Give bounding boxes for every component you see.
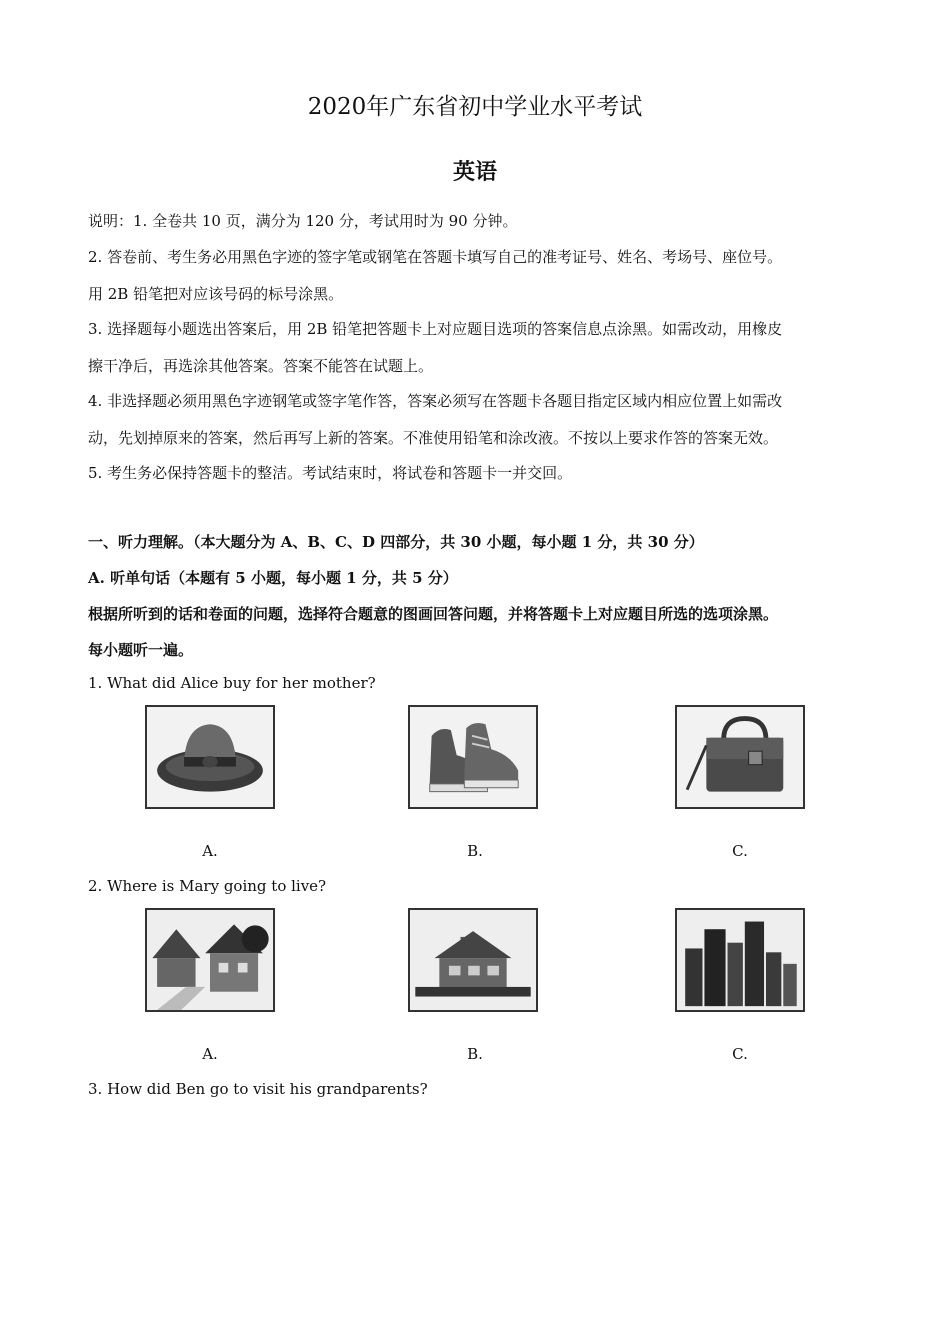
instruction-line: 说明：1. 全卷共 10 页，满分为 120 分，考试用时为 90 分钟。: [88, 212, 518, 230]
question-2: 2. Where is Mary going to live?: [88, 877, 327, 895]
option-a: A.: [202, 1045, 218, 1063]
hat-icon: [147, 707, 273, 807]
question-3: 3. How did Ben go to visit his grandparents?: [88, 1080, 428, 1098]
hat-picture: [145, 705, 275, 809]
city-buildings-picture: [675, 908, 805, 1012]
instruction-line: 2. 答卷前、考生务必用黑色字迹的签字笔或钢笔在答题卡填写自己的准考证号、姓名、考场号、座位号。: [88, 248, 783, 266]
option-c: C.: [732, 1045, 748, 1063]
bag-picture: [675, 705, 805, 809]
village-houses-picture: [145, 908, 275, 1012]
house-picture: [408, 908, 538, 1012]
instruction-line: 3. 选择题每小题选出答案后，用 2B 铅笔把答题卡上对应题目选项的答案信息点涂黑。如需改动，用橡皮: [88, 320, 783, 338]
house-icon: [410, 910, 536, 1010]
directions: 根据所听到的话和卷面的问题，选择符合题意的图画回答问题，并将答题卡上对应题目所选的选项涂黑。: [88, 605, 779, 623]
subject-title: 英语: [452, 159, 497, 185]
question-1: 1. What did Alice buy for her mother?: [88, 674, 376, 692]
instruction-line: 5. 考生务必保持答题卡的整洁。考试结束时，将试卷和答题卡一并交回。: [88, 464, 573, 482]
city-icon: [677, 910, 803, 1010]
option-b: B.: [467, 1045, 483, 1063]
directions: 每小题听一遍。: [88, 641, 194, 659]
sneakers-picture: [408, 705, 538, 809]
bag-icon: [677, 707, 803, 807]
part-a-heading: A. 听单句话（本题有 5 小题，每小题 1 分，共 5 分）: [88, 569, 458, 587]
instruction-line: 擦干净后，再选涂其他答案。答案不能答在试题上。: [88, 357, 434, 375]
instruction-line: 用 2B 铅笔把对应该号码的标号涂黑。: [88, 285, 344, 303]
instruction-line: 4. 非选择题必须用黑色字迹钢笔或签字笔作答，答案必须写在答题卡各题目指定区域内相应位置上如需改: [88, 392, 783, 410]
sneakers-icon: [410, 707, 536, 807]
exam-title: 2020年广东省初中学业水平考试: [307, 94, 643, 120]
instruction-line: 动，先划掉原来的答案，然后再写上新的答案。不准使用铅笔和涂改液。不按以上要求作答的答案无效。: [88, 429, 779, 447]
section-heading: 一、听力理解。（本大题分为 A、B、C、D 四部分，共 30 小题，每小题 1 分，共 30 分）: [88, 533, 704, 551]
option-b: B.: [467, 842, 483, 860]
village-icon: [147, 910, 273, 1010]
option-a: A.: [202, 842, 218, 860]
option-c: C.: [732, 842, 748, 860]
